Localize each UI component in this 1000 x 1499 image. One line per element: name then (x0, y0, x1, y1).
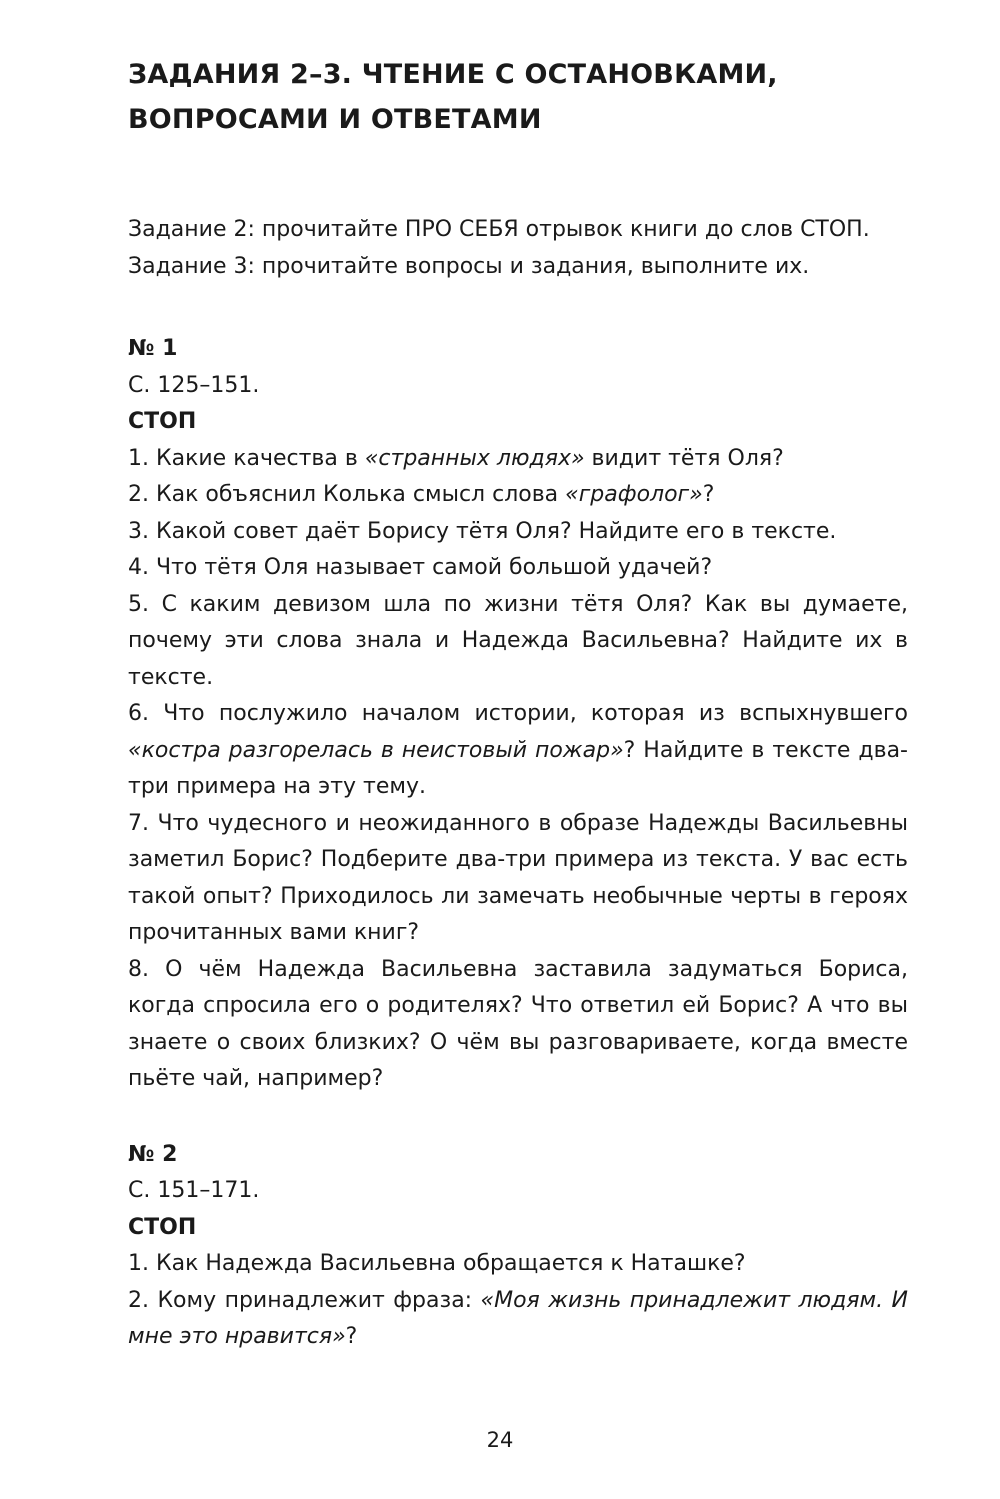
instructions (128, 212, 908, 285)
question-item: 7. Что чудесного и неожиданного в образе Надежды Васильевны заметил Борис? Подберите два-три примера из текста. У вас есть такой опыт? Приходилось ли замечать необычные черты в героях прочитанных вами книг? (128, 810, 908, 945)
question-item: 4. Что тётя Оля называет самой большой удачей? (128, 555, 713, 580)
page-range: С. 125–151. (128, 372, 260, 398)
question-item: 8. О чём Надежда Васильевна заставила задуматься Бориса, когда спросила его о родителях? Что ответил ей Борис? А что вы знаете о своих близких? О чём вы разговариваете, когда вместе пьёте чай, например? (128, 956, 908, 1091)
stop-label: СТОП (128, 409, 197, 434)
section-2 (128, 1137, 908, 1356)
question-item: 1. Какие качества в «странных людях» видит тётя Оля? (128, 445, 784, 471)
page-number: 24 (486, 1428, 514, 1452)
question-item: 2. Кому принадлежит фраза: «Моя жизнь принадлежит людям. И мне это нравится»? (128, 1287, 908, 1349)
question-item: 6. Что послужило началом истории, которая из вспыхнувшего «костра разгорелась в неистовый пожар»? Найдите в тексте два-три примера на эту тему. (128, 701, 908, 799)
section-number: № 1 (128, 336, 178, 361)
section-number: № 2 (128, 1141, 178, 1167)
task-2-instruction: Задание 2: прочитайте ПРО СЕБЯ отрывок книги до слов СТОП. (128, 217, 870, 242)
question-item: 5. С каким девизом шла по жизни тётя Оля? Как вы думаете, почему эти слова знала и Надежда Васильевна? Найдите их в тексте. (128, 591, 908, 690)
page-content (128, 52, 908, 1356)
title-line-2: ВОПРОСАМИ И ОТВЕТАМИ (128, 104, 542, 135)
section-1 (128, 331, 908, 1098)
page-title (128, 52, 908, 142)
task-3-instruction: Задание 3: прочитайте вопросы и задания, выполните их. (128, 253, 810, 279)
page-range: С. 151–171. (128, 1178, 260, 1203)
question-item: 3. Какой совет даёт Борису тётя Оля? Найдите его в тексте. (128, 518, 837, 544)
title-line-1: ЗАДАНИЯ 2–3. ЧТЕНИЕ С ОСТАНОВКАМИ, (128, 59, 778, 90)
question-item: 2. Как объяснил Колька смысл слова «графолог»? (128, 482, 715, 507)
question-item: 1. Как Надежда Васильевна обращается к Наташке? (128, 1251, 746, 1276)
stop-label: СТОП (128, 1214, 197, 1240)
